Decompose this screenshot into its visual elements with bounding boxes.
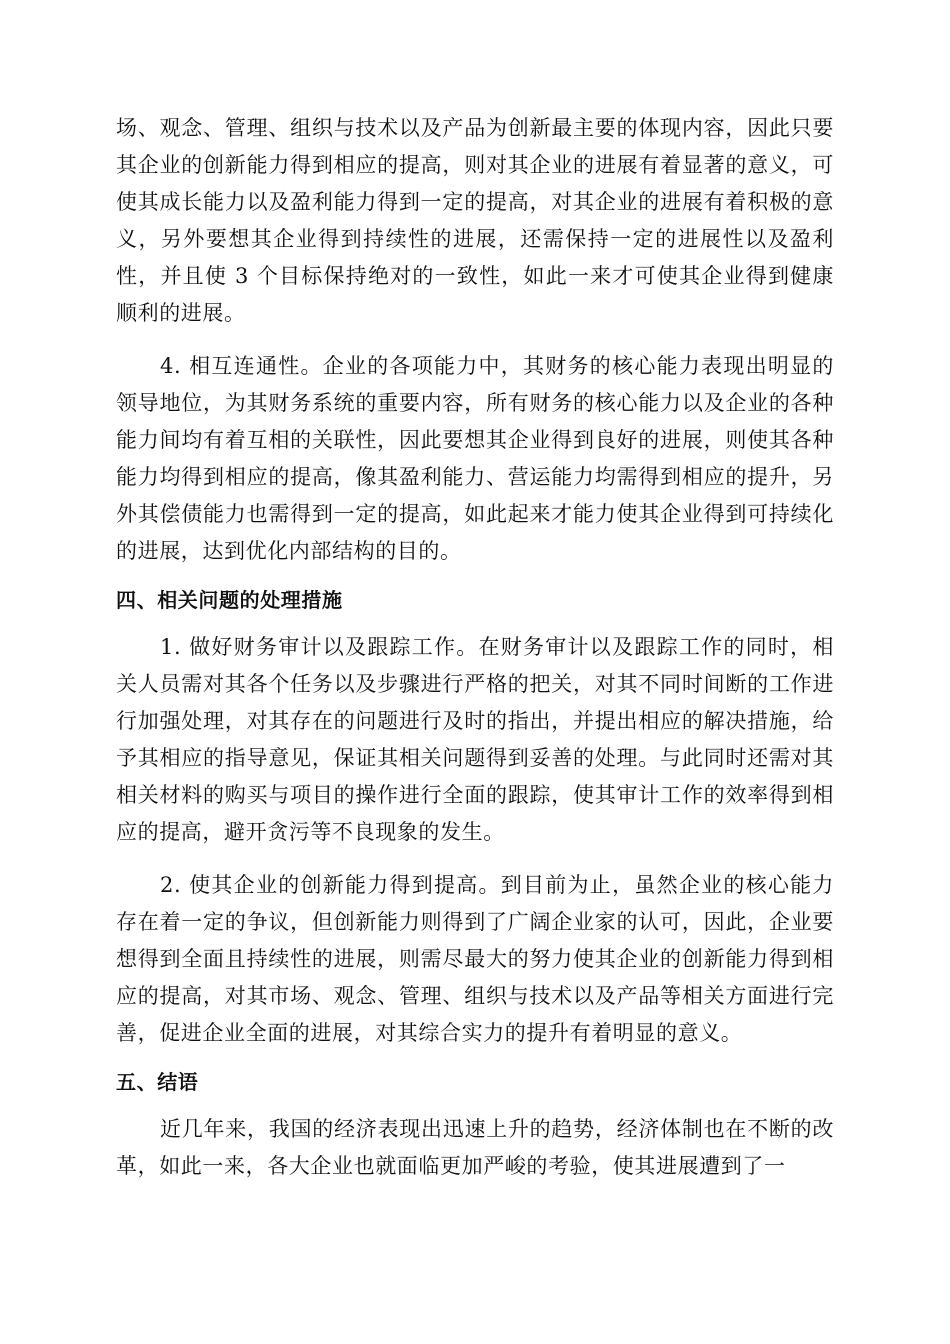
section-heading-conclusion: 五、结语: [116, 1070, 199, 1094]
paragraph-audit-tracking: 1. 做好财务审计以及跟踪工作。在财务审计以及跟踪工作的同时，相关人员需对其各个任务以及步骤进行严格的把关，对其不同时间断的工作进行加强处理，对其存在的问题进行及时的指出，并提出相应的解决措施，给予其相应的指导意见，保证其相关问题得到妥善的处理。与此同时还需对其相关材料的购买与项目的操作进行全面的跟踪，使其审计工作的效率得到相应的提高，避开贪污等不良现象的发生。: [116, 635, 834, 844]
paragraph-conclusion: 近几年来，我国的经济表现出迅速上升的趋势，经济体制也在不断的改革，如此一来，各大企业也就面临更加严峻的考验，使其进展遭到了一: [116, 1117, 834, 1178]
continued-paragraph: 场、观念、管理、组织与技术以及产品为创新最主要的体现内容，因此只要其企业的创新能力得到相应的提高，则对其企业的进展有着显著的意义，可使其成长能力以及盈利能力得到一定的提高，对其企业的进展有着积极的意义，另外要想其企业得到持续性的进展，还需保持一定的进展性以及盈利性，并且使 3 个目标保持绝对的一致性，如此一来才可使其企业得到健康顺利的进展。: [116, 116, 834, 325]
paragraph-innovation-capacity: 2. 使其企业的创新能力得到提高。到目前为止，虽然企业的核心能力存在着一定的争议，但创新能力则得到了广阔企业家的认可，因此，企业要想得到全面且持续性的进展，则需尽最大的努力使其企业的创新能力得到相应的提高，对其市场、观念、管理、组织与技术以及产品等相关方面进行完善，促进企业全面的进展，对其综合实力的提升有着明显的意义。: [116, 873, 834, 1045]
section-heading-measures: 四、相关问题的处理措施: [116, 588, 343, 612]
document-body: [116, 110, 834, 1185]
paragraph-interconnectivity: 4. 相互连通性。企业的各项能力中，其财务的核心能力表现出明显的领导地位，为其财务系统的重要内容，所有财务的核心能力以及企业的各种能力间均有着互相的关联性，因此要想其企业得到良好的进展，则使其各种能力均得到相应的提高，像其盈利能力、营运能力均需得到相应的提升，另外其偿债能力也需得到一定的提高，如此起来才能力使其企业得到可持续化的进展，达到优化内部结构的目的。: [116, 354, 834, 563]
